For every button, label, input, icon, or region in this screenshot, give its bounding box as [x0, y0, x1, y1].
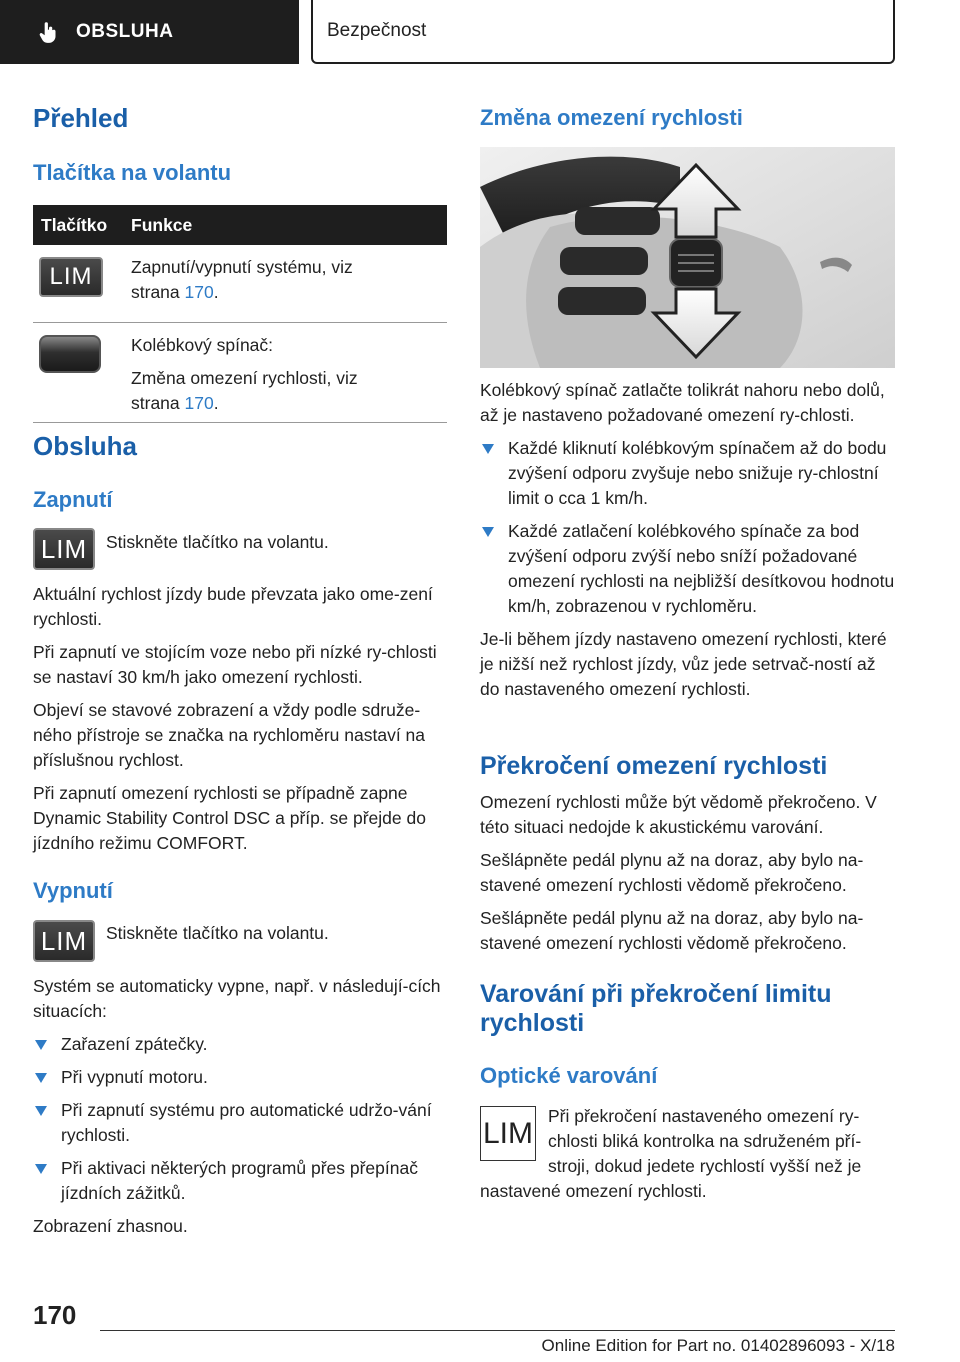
- row2-line2: Změna omezení rychlosti, viz: [131, 368, 358, 388]
- col-header-button: Tlačítko: [41, 214, 108, 235]
- title-prekroceni: Překročení omezení rychlosti: [480, 752, 828, 780]
- paragraph: Sešlápněte pedál plynu až na doraz, aby bylo na-stavené omezení rychlosti vědomě překročeno.: [480, 908, 864, 953]
- lim-button-icon: LIM: [33, 920, 95, 962]
- right-section-1: [480, 378, 898, 710]
- buttons-table: [33, 205, 447, 423]
- triangle-bullet-icon: [35, 1073, 47, 1083]
- table-row: LIM Zapnutí/vypnutí systému, viz strana 170.: [33, 245, 447, 323]
- paragraph: Objeví se stavové zobrazení a vždy podle sdruže-ného přístroje se značka na rychloměru nastaví na příslušnou rychlost.: [33, 700, 426, 770]
- edition-text: Online Edition for Part no. 01402896093 - X/18: [541, 1336, 895, 1355]
- subtitle-zapnuti: Zapnutí: [33, 487, 113, 512]
- bullet-list: [480, 436, 898, 619]
- triangle-bullet-icon: [35, 1106, 47, 1116]
- paragraph: Sešlápněte pedál plynu až na doraz, aby bylo na-stavené omezení rychlosti vědomě překročeno.: [480, 850, 864, 895]
- right-section-2: [480, 790, 898, 964]
- list-item: Každé kliknutí kolébkovým spínačem až do bodu zvýšení odporu zvyšuje nebo snižuje ry-chlostní limit o cca 1 km/h.: [480, 436, 898, 511]
- title-obsluha: Obsluha: [33, 431, 138, 461]
- section-label: OBSLUHA: [76, 21, 174, 42]
- triangle-bullet-icon: [482, 527, 494, 537]
- triangle-bullet-icon: [35, 1040, 47, 1050]
- paragraph: Omezení rychlosti může být vědomě překročeno. V této situaci nedojde k akustickému varování.: [480, 792, 877, 837]
- title-prehled: Přehled: [33, 103, 129, 133]
- bullet-list: [33, 1032, 451, 1206]
- paragraph: Při zapnutí omezení rychlosti se případně zapne Dynamic Stability Control DSC a příp. se přejde do jízdního režimu COMFORT.: [33, 783, 426, 853]
- subtitle-tlacitka: Tlačítka na volantu: [33, 160, 232, 185]
- row1-text: Zapnutí/vypnutí systému, viz: [131, 257, 353, 277]
- lim-button-icon: LIM: [33, 528, 95, 570]
- list-item: Zařazení zpátečky.: [33, 1032, 451, 1057]
- title-varovani: Varování při překročení limitu rychlosti: [480, 980, 832, 1037]
- list-item: Každé zatlačení kolébkového spínače za bod zvýšení odporu zvýší nebo sníží požadované omezení rychlosti na nejbližší desítkovou hodnotu km/h, zobrazenou v rychloměru.: [480, 519, 898, 619]
- steering-wheel-photo: [480, 147, 895, 368]
- zapnuti-press-text: Stiskněte tlačítko na volantu.: [106, 532, 329, 552]
- triangle-bullet-icon: [35, 1164, 47, 1174]
- hand-icon: [36, 19, 62, 45]
- paragraph: Kolébkový spínač zatlačte tolikrát nahoru nebo dolů, až je nastaveno požadované omezení ry-chlosti.: [480, 380, 885, 425]
- paragraph: Zobrazení zhasnou.: [33, 1216, 188, 1236]
- row2-ref-prefix: strana: [131, 393, 185, 413]
- left-paragraphs-1: [33, 582, 451, 864]
- list-item: Při vypnutí motoru.: [33, 1065, 451, 1090]
- row2-page-link[interactable]: 170: [184, 393, 214, 413]
- title-zmena: Změna omezení rychlosti: [480, 105, 743, 130]
- steering-wheel-illustration: [480, 147, 895, 368]
- chapter-label: Bezpečnost: [311, 0, 895, 64]
- subtitle-vypnuti: Vypnutí: [33, 878, 113, 903]
- vypnuti-press-text: Stiskněte tlačítko na volantu.: [106, 923, 329, 943]
- list-item: Při zapnutí systému pro automatické udržo-vání rychlosti.: [33, 1098, 451, 1148]
- subtitle-opticke: Optické varování: [480, 1063, 658, 1088]
- table-header: [33, 205, 447, 245]
- section-tab: [0, 0, 299, 64]
- paragraph: Při zapnutí ve stojícím voze nebo při nízké ry-chlosti se nastaví 30 km/h jako omezení rychlosti.: [33, 642, 437, 687]
- col-header-function: Funkce: [131, 214, 193, 235]
- paragraph: Je-li během jízdy nastaveno omezení rychlosti, které je nižší než rychlost jízdy, vůz jede setrvač-ností až do nastaveného omezení rychlosti.: [480, 629, 887, 699]
- footer-divider: [100, 1330, 895, 1331]
- paragraph: Při překročení nastaveného omezení ry-chlosti bliká kontrolka na sdruženém pří-stroji, dokud jedete rychlostí vyšší než je nastavené omezení rychlosti.: [480, 1106, 862, 1201]
- paragraph: Systém se automaticky vypne, např. v následují-cích situacích:: [33, 976, 441, 1021]
- right-section-3: [480, 1104, 898, 1212]
- table-row: Kolébkový spínač: Změna omezení rychlosti, viz strana 170.: [33, 323, 447, 423]
- lim-indicator-icon: LIM: [480, 1106, 536, 1161]
- row1-page-link[interactable]: 170: [184, 282, 214, 302]
- list-item: Při aktivaci některých programů přes přepínač jízdních zážitků.: [33, 1156, 451, 1206]
- lim-button-icon: LIM: [39, 257, 103, 297]
- page-number: 170: [33, 1300, 77, 1330]
- left-paragraphs-2: [33, 974, 451, 1247]
- row2-line1: Kolébkový spínač:: [131, 335, 274, 355]
- row1-ref-prefix: strana: [131, 282, 185, 302]
- rocker-switch-icon: [39, 335, 101, 373]
- paragraph: Aktuální rychlost jízdy bude převzata jako ome-zení rychlosti.: [33, 584, 433, 629]
- triangle-bullet-icon: [482, 444, 494, 454]
